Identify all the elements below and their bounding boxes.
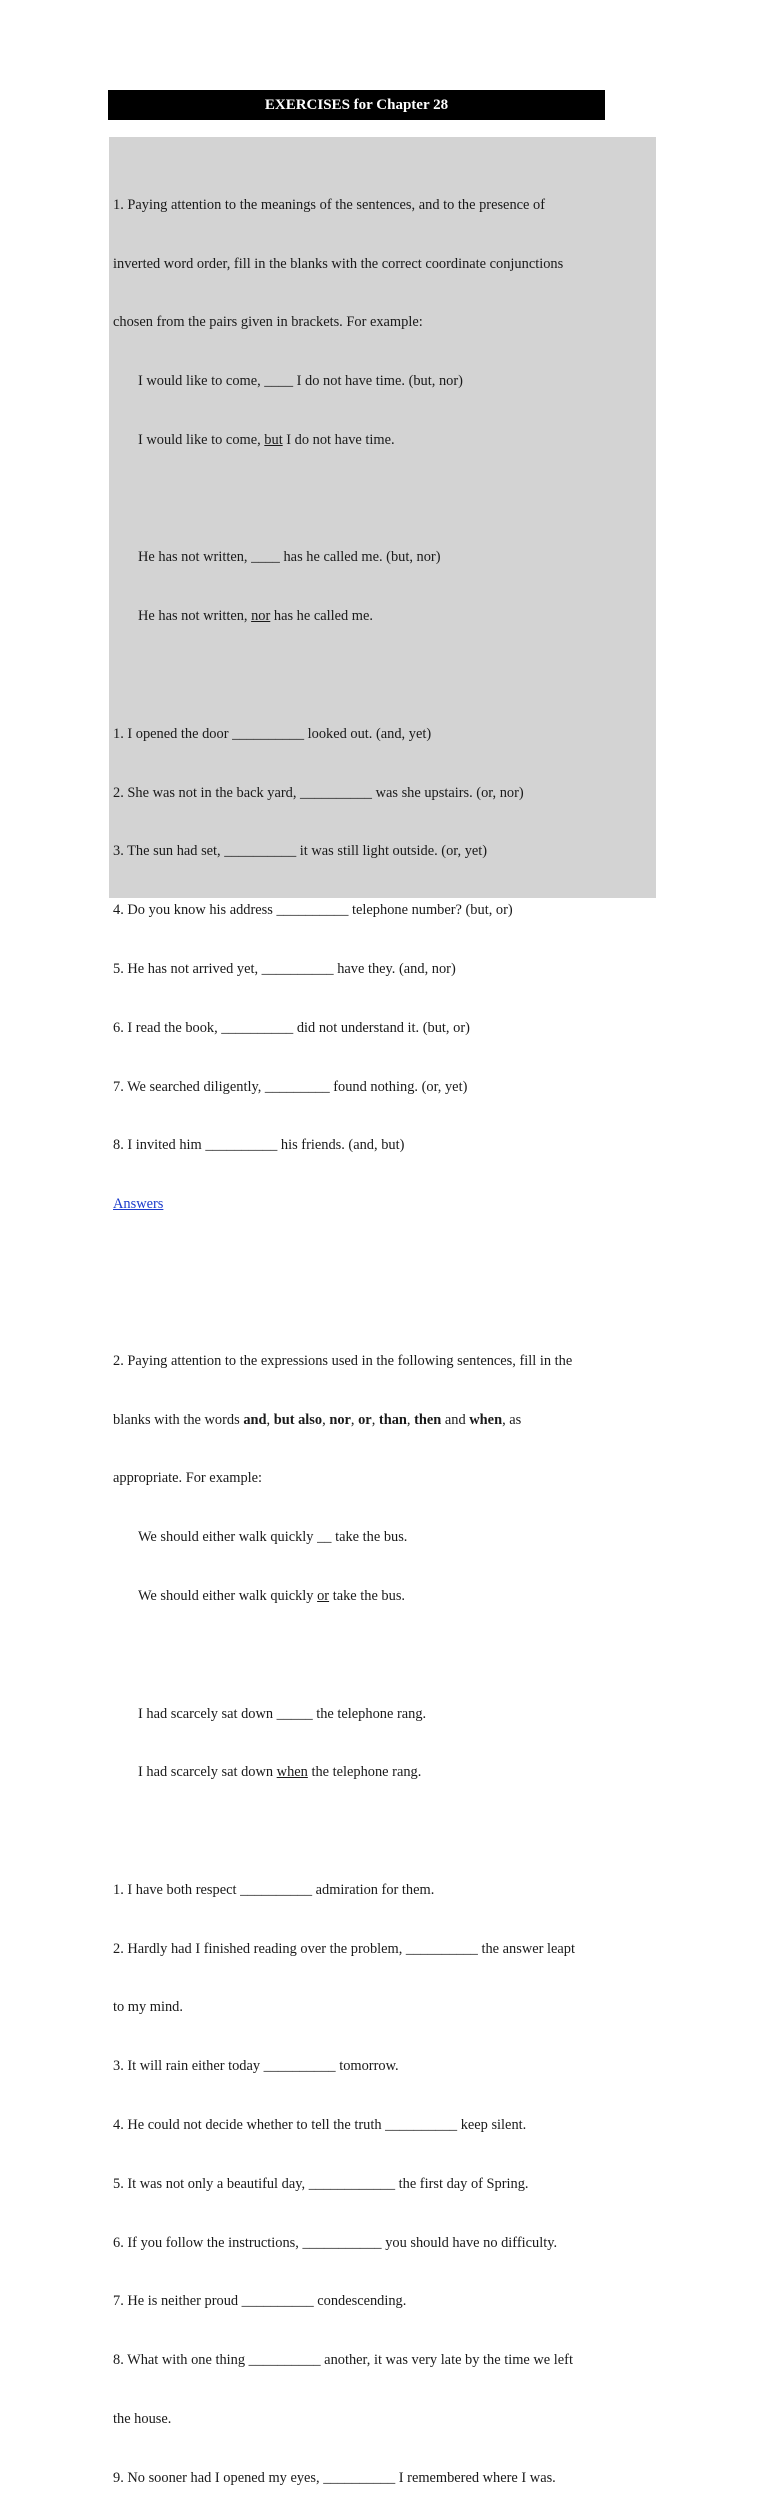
ex2-example2-answer: [113, 1763, 656, 1783]
spacer: [113, 1822, 656, 1842]
ex2-item: 3. It will rain either today __________ tomorrow.: [113, 2058, 399, 2075]
answers-link[interactable]: Answers: [113, 1196, 164, 1213]
ex1-example1-question: I would like to come, ____ I do not have time. (but, nor): [138, 373, 463, 390]
keyword-when: when: [469, 1411, 503, 1428]
ex2-example1-answer-pre: We should either walk quickly: [138, 1587, 318, 1604]
ex2-example2-answer-pre: I had scarcely sat down: [138, 1764, 277, 1781]
ex2-example1-question: We should either walk quickly __ take the bus.: [138, 1529, 408, 1546]
ex1-example2-answer: [113, 607, 656, 627]
spacer: [113, 490, 656, 510]
exercise-content: [109, 137, 656, 2486]
ex1-example2-answer-post: has he called me.: [270, 608, 373, 625]
ex2-item: 9. No sooner had I opened my eyes, __________ I remembered where I was.: [113, 2469, 556, 2486]
ex1-item: 2. She was not in the back yard, __________ was she upstairs. (or, nor): [113, 784, 524, 801]
ex2-example1-answer: [113, 1587, 656, 1607]
ex2-example1-answer-word: or: [317, 1587, 330, 1604]
separator: ,: [371, 1411, 379, 1428]
ex1-example1-answer-pre: I would like to come,: [138, 431, 265, 448]
ex1-intro-line: 1. Paying attention to the meanings of the sentences, and to the presence of: [113, 196, 545, 213]
keyword-nor: nor: [329, 1411, 351, 1428]
ex1-item: 8. I invited him __________ his friends. (and, but): [113, 1137, 405, 1154]
separator: and: [441, 1411, 470, 1428]
ex2-item: 4. He could not decide whether to tell the truth __________ keep silent.: [113, 2116, 527, 2133]
separator: ,: [350, 1411, 359, 1428]
ex2-intro-line: [113, 1411, 656, 1431]
ex2-example1-answer-post: take the bus.: [329, 1587, 406, 1604]
ex1-item: 6. I read the book, __________ did not understand it. (but, or): [113, 1019, 470, 1036]
ex2-item: 8. What with one thing __________ another, it was very late by the time we left: [113, 2352, 573, 2369]
ex1-example2-answer-word: nor: [251, 608, 271, 625]
ex1-item: 4. Do you know his address __________ telephone number? (but, or): [113, 902, 513, 919]
ex2-item: the house.: [113, 2410, 172, 2427]
spacer: [113, 666, 656, 686]
ex1-intro-line: chosen from the pairs given in brackets. For example:: [113, 314, 423, 331]
ex1-item: 1. I opened the door __________ looked out. (and, yet): [113, 725, 432, 742]
keyword-then: then: [414, 1411, 442, 1428]
ex1-item: 5. He has not arrived yet, __________ have they. (and, nor): [113, 960, 456, 977]
ex2-intro-line: appropriate. For example:: [113, 1470, 263, 1487]
ex2-item: to my mind.: [113, 1999, 183, 2016]
ex2-item: 1. I have both respect __________ admiration for them.: [113, 1881, 435, 1898]
separator: ,: [322, 1411, 330, 1428]
ex2-example2-question: I had scarcely sat down _____ the telephone rang.: [138, 1705, 427, 1722]
spacer: [113, 1646, 656, 1666]
keyword-or: or: [358, 1411, 372, 1428]
ex2-intro-text: , as: [502, 1411, 522, 1428]
separator: ,: [266, 1411, 274, 1428]
ex1-item: 3. The sun had set, __________ it was still light outside. (or, yet): [113, 843, 488, 860]
ex2-intro-line: 2. Paying attention to the expressions used in the following sentences, fill in the: [113, 1352, 573, 1369]
keyword-than: than: [378, 1411, 407, 1428]
keyword-but-also: but also: [273, 1411, 323, 1428]
ex2-example2-answer-post: the telephone rang.: [307, 1764, 422, 1781]
ex1-example1-answer-post: I do not have time.: [282, 431, 395, 448]
ex2-item: 6. If you follow the instructions, ___________ you should have no difficulty.: [113, 2234, 558, 2251]
ex2-item: 2. Hardly had I finished reading over the problem, __________ the answer leapt: [113, 1940, 575, 1957]
ex1-example1-answer: [113, 431, 656, 451]
ex2-example2-answer-word: when: [276, 1764, 308, 1781]
separator: ,: [406, 1411, 415, 1428]
ex1-item: 7. We searched diligently, _________ found nothing. (or, yet): [113, 1078, 468, 1095]
page-title: EXERCISES for Chapter 28: [108, 90, 605, 120]
ex2-item: 7. He is neither proud __________ condescending.: [113, 2293, 407, 2310]
ex1-example2-question: He has not written, ____ has he called me. (but, nor): [138, 549, 441, 566]
ex2-intro-text: blanks with the words: [113, 1411, 244, 1428]
ex2-item: 5. It was not only a beautiful day, ____________ the first day of Spring.: [113, 2175, 529, 2192]
ex1-intro-line: inverted word order, fill in the blanks with the correct coordinate conjunctions: [113, 255, 564, 272]
spacer: [113, 1254, 656, 1274]
ex1-example2-answer-pre: He has not written,: [138, 608, 252, 625]
ex1-example1-answer-word: but: [264, 431, 283, 448]
keyword-and: and: [243, 1411, 267, 1428]
